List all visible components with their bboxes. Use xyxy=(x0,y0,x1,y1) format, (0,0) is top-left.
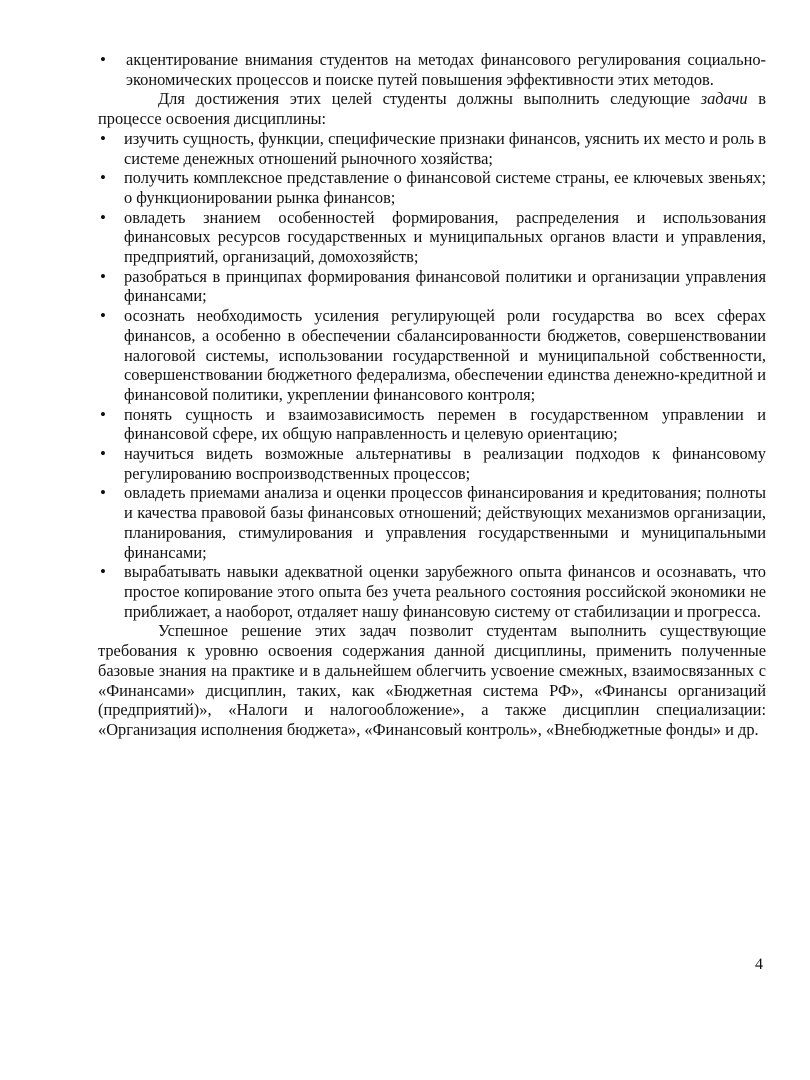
task-item: • понять сущность и взаимозависимость перемен в государственном управлении и финансовой сфере, их общую направленность и целевую ориентацию; xyxy=(98,405,766,444)
task-item: • овладеть приемами анализа и оценки процессов финансирования и кредитования; полноты и качества правовой базы финансовых отношений; действующих механизмов организации, планирования, стимулирования и управления государственными и муниципальными финансами; xyxy=(98,483,766,562)
tasks-lead-paragraph xyxy=(98,89,766,128)
intro-bullet-list xyxy=(98,50,766,89)
intro-bullet: • акцентирование внимания студентов на методах финансового регулирования социально-экономических процессов и поиске путей повышения эффективности этих методов. xyxy=(98,50,766,89)
task-item: • научиться видеть возможные альтернативы в реализации подходов к финансовому регулированию воспроизводственных процессов; xyxy=(98,444,766,483)
task-item: • осознать необходимость усиления регулирующей роли государства во всех сферах финансов, а особенно в обеспечении сбалансированности бюджетов, совершенствовании налоговой системы, использовании государственной и муниципальной собственности, совершенствовании бюджетного федерализма, обеспечении единства денежно-кредитной и финансовой политики, укреплении финансового контроля; xyxy=(98,306,766,405)
tasks-lead-emphasis: задачи xyxy=(700,89,748,109)
tasks-list xyxy=(98,129,766,622)
task-item: • вырабатывать навыки адекватной оценки зарубежного опыта финансов и осознавать, что простое копирование этого опыта без учета реального состояния российской экономики не приближает, а наоборот, отдаляет нашу финансовую систему от стабилизации и прогресса. xyxy=(98,562,766,621)
task-item: • изучить сущность, функции, специфические признаки финансов, уяснить их место и роль в системе денежных отношений рыночного хозяйства; xyxy=(98,129,766,168)
tasks-lead-before: Для достижения этих целей студенты должны выполнить следующие xyxy=(158,89,701,109)
task-item: • получить комплексное представление о финансовой системе страны, ее ключевых звеньях; о функционировании рынка финансов; xyxy=(98,168,766,207)
page-number: 4 xyxy=(755,956,763,973)
conclusion-paragraph: Успешное решение этих задач позволит студентам выполнить существующие требования к уровню освоения содержания данной дисциплины, применить полученные базовые знания на практике и в дальнейшем облегчить усвоение смежных, взаимосвязанных с «Финансами» дисциплин, таких, как «Бюджетная система РФ», «Финансы организаций (предприятий)», «Налоги и налогообложение», а также дисциплин специализации: «Организация исполнения бюджета», «Финансовый контроль», «Внебюджетные фонды» и др. xyxy=(98,621,766,739)
task-item: • разобраться в принципах формирования финансовой политики и организации управления финансами; xyxy=(98,267,766,306)
tasks-lead-after: в процессе освоения дисциплины: xyxy=(98,89,767,129)
document-body xyxy=(98,50,766,740)
task-item: • овладеть знанием особенностей формирования, распределения и использования финансовых ресурсов государственных и муниципальных органов власти и управления, предприятий, организаций, домохозяйств; xyxy=(98,208,766,267)
